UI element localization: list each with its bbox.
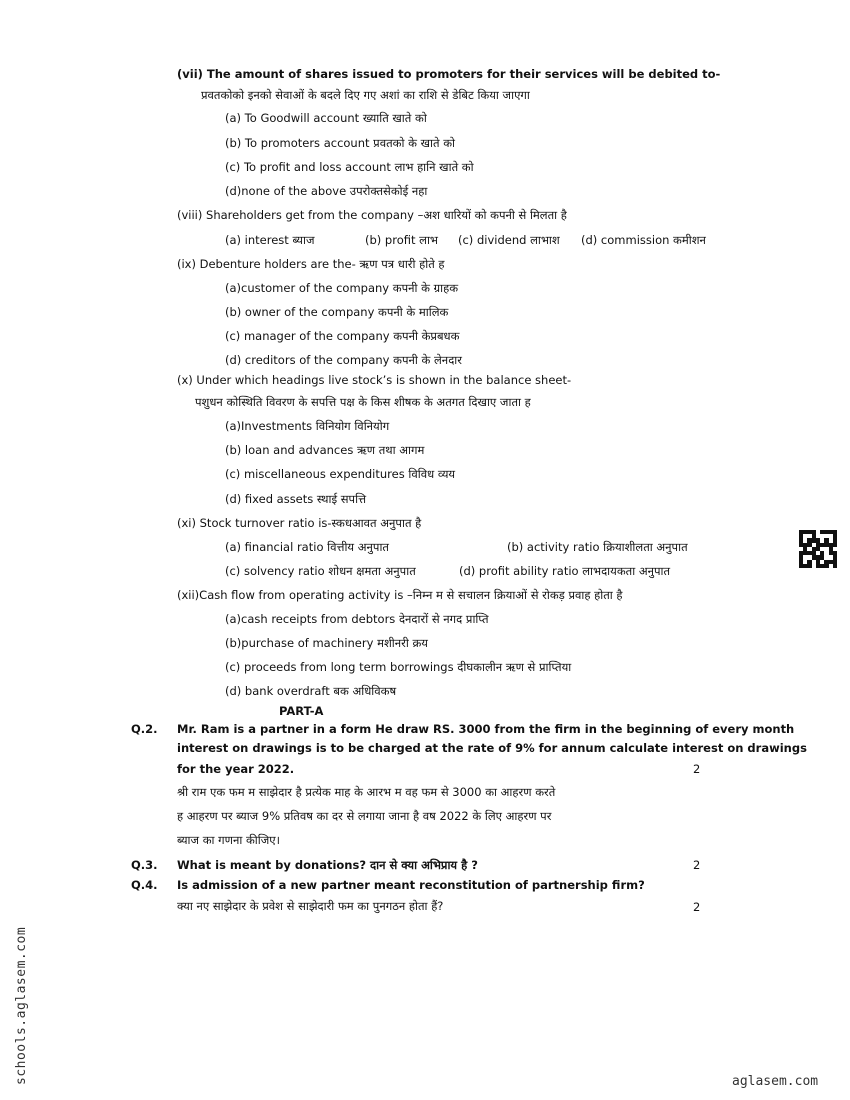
- option-vii-a: (a) To Goodwill account ख्याति खाते को: [225, 111, 427, 125]
- qr-code-icon: [799, 530, 837, 568]
- side-watermark: schools.aglasem.com: [14, 926, 29, 1085]
- question-2-line-2: interest on drawings is to be charged at the rate of 9% for annum calculate interest on drawings: [177, 741, 807, 755]
- question-2-line-3: for the year 2022.: [177, 762, 295, 776]
- question-ix-text: (ix) Debenture holders are the- ऋण पत्र धारी होते ह: [177, 257, 445, 271]
- option-xi-b: (b) activity ratio क्रियाशीलता अनुपात: [507, 540, 688, 554]
- question-number-2: Q.2.: [131, 722, 158, 736]
- option-vii-c: (c) To profit and loss account लाभ हानि खाते को: [225, 160, 474, 174]
- question-4-marks: 2: [693, 900, 701, 914]
- question-number-4: Q.4.: [131, 878, 158, 892]
- option-x-d: (d) fixed assets स्थाई सपत्ति: [225, 492, 367, 506]
- question-2-hindi-3: ब्याज का गणना कीजिए।: [177, 833, 281, 847]
- question-4-text: Is admission of a new partner meant reconstitution of partnership firm?: [177, 878, 645, 892]
- option-vii-d: (d)none of the above उपरोक्तसेकोई नहा: [225, 184, 428, 198]
- question-x-hindi: पशुधन कोस्थिति विवरण के सपत्ति पक्ष के किस शीषक के अतगत दिखाए जाता ह: [195, 395, 531, 409]
- question-3-marks: 2: [693, 858, 701, 872]
- option-ix-d: (d) creditors of the company कपनी के लेनदार: [225, 353, 462, 367]
- question-4-hindi: क्या नए साझेदार के प्रवेश से साझेदारी फम का पुनगठन होता हैं?: [177, 899, 444, 913]
- option-x-a: (a)Investments विनियोग विनियोग: [225, 419, 390, 433]
- question-2-marks: 2: [693, 762, 701, 776]
- option-viii-d: (d) commission कमीशन: [581, 233, 706, 247]
- part-heading: PART-A: [279, 704, 324, 718]
- question-2-hindi-2: ह आहरण पर ब्याज 9% प्रतिवष का दर से लगाया जाना है वष 2022 के लिए आहरण पर: [177, 809, 552, 823]
- option-ix-c: (c) manager of the company कपनी केप्रबधक: [225, 329, 460, 343]
- option-xi-a: (a) financial ratio वित्तीय अनुपात: [225, 540, 389, 554]
- option-viii-c: (c) dividend लाभाश: [458, 233, 560, 247]
- question-2-hindi-1: श्री राम एक फम म साझेदार है प्रत्येक माह के आरभ म वह फम से 3000 का आहरण करते: [177, 785, 556, 799]
- question-3-text: What is meant by donations? दान से क्या अभिप्राय है ?: [177, 858, 478, 872]
- option-xii-a: (a)cash receipts from debtors देनदारों से नगद प्राप्ति: [225, 612, 489, 626]
- option-xi-d: (d) profit ability ratio लाभदायकता अनुपात: [459, 564, 671, 578]
- option-ix-a: (a)customer of the company कपनी के ग्राहक: [225, 281, 459, 295]
- question-x-text: (x) Under which headings live stock’s is shown in the balance sheet-: [177, 373, 572, 387]
- option-vii-b: (b) To promoters account प्रवतको के खाते को: [225, 136, 456, 150]
- question-number-3: Q.3.: [131, 858, 158, 872]
- option-xi-c: (c) solvency ratio शोधन क्षमता अनुपात: [225, 564, 416, 578]
- option-viii-a: (a) interest ब्याज: [225, 233, 315, 247]
- question-xii-text: (xii)Cash flow from operating activity is –निम्न म से सचालन क्रियाओं से रोकड़ प्रवाह होता है: [177, 588, 623, 602]
- option-ix-b: (b) owner of the company कपनी के मालिक: [225, 305, 449, 319]
- footer-watermark: aglasem.com: [732, 1074, 819, 1089]
- option-x-b: (b) loan and advances ऋण तथा आगम: [225, 443, 425, 457]
- option-xii-c: (c) proceeds from long term borrowings दीघकालीन ऋण से प्राप्तिया: [225, 660, 572, 674]
- option-viii-b: (b) profit लाभ: [365, 233, 439, 247]
- question-viii-text: (viii) Shareholders get from the company –अश धारियों को कपनी से मिलता है: [177, 208, 567, 222]
- option-x-c: (c) miscellaneous expenditures विविध व्यय: [225, 467, 456, 481]
- question-vii-hindi: प्रवतकोको इनको सेवाओं के बदले दिए गए अशां का राशि से डेबिट किया जाएगा: [201, 88, 530, 102]
- option-xii-b: (b)purchase of machinery मशीनरी क्रय: [225, 636, 428, 650]
- question-xi-text: (xi) Stock turnover ratio is-स्कधआवत अनुपात है: [177, 516, 422, 530]
- question-2-line-1: Mr. Ram is a partner in a form He draw RS. 3000 from the firm in the beginning of every month: [177, 722, 795, 736]
- question-vii-text: (vii) The amount of shares issued to promoters for their services will be debited to-: [177, 67, 721, 81]
- option-xii-d: (d) bank overdraft बक अधिविकष: [225, 684, 397, 698]
